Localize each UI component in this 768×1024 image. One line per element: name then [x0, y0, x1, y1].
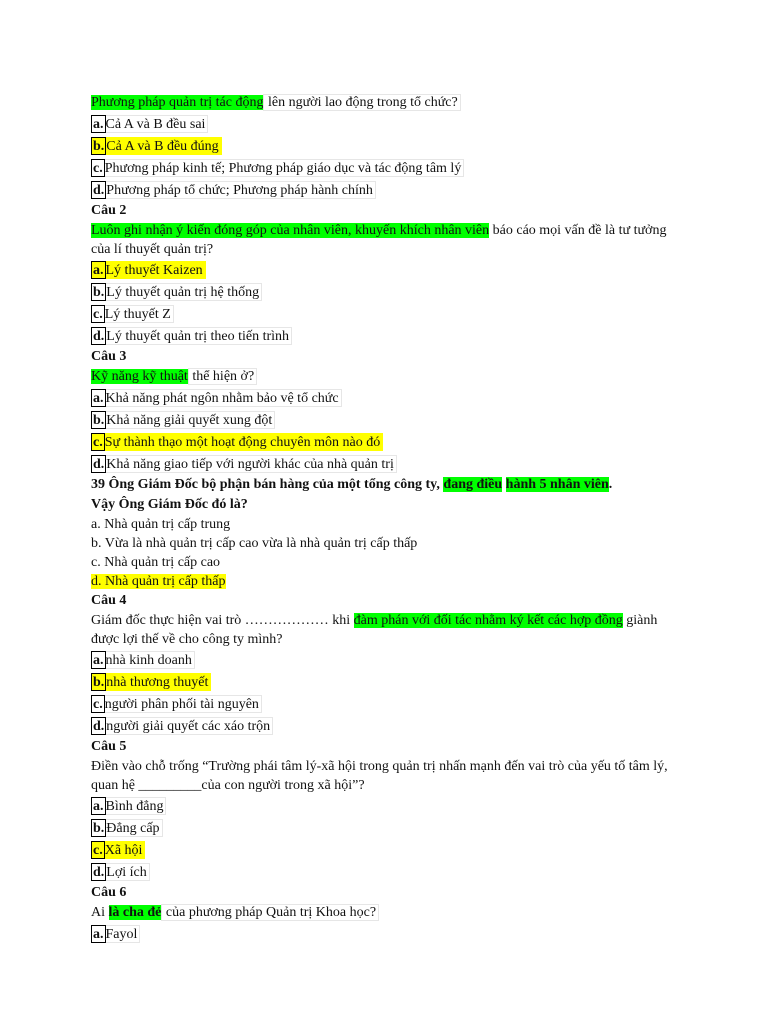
question-heading: Câu 5	[91, 739, 127, 754]
option-letter: d.	[93, 329, 105, 344]
document-page	[91, 93, 681, 945]
option-b[interactable]	[91, 409, 681, 431]
question-2-stem	[91, 221, 681, 259]
stem-highlight: là cha đẻ	[108, 905, 162, 920]
option-a[interactable]	[91, 649, 681, 671]
stem-text: 39 Ông Giám Đốc bộ phận bán hàng của một tổng công ty,	[91, 477, 444, 492]
question-heading: Câu 6	[91, 885, 127, 900]
option-text: Khả năng giải quyết xung đột	[106, 411, 275, 429]
option-text: Cả A và B đều sai	[106, 115, 209, 133]
option-text: người phân phối tài nguyên	[105, 695, 262, 713]
option-letter: b.	[93, 821, 105, 836]
option-a[interactable]	[91, 923, 681, 945]
option-b[interactable]	[91, 671, 681, 693]
option-a[interactable]	[91, 795, 681, 817]
stem-text: Ai	[91, 905, 109, 920]
option-letter: a.	[93, 799, 104, 814]
option-b[interactable]	[91, 281, 681, 303]
option-letter: b.	[93, 675, 105, 690]
stem-highlight: Kỹ năng kỹ thuật	[91, 369, 188, 384]
option-text: Cả A và B đều đúng	[106, 137, 221, 155]
option-letter: a.	[93, 927, 104, 942]
option-letter: a.	[93, 117, 104, 132]
option-b[interactable]	[91, 135, 681, 157]
option-text: Lợi ích	[106, 863, 149, 881]
option-a[interactable]	[91, 259, 681, 281]
option-c[interactable]	[91, 157, 681, 179]
option-letter: b.	[93, 139, 105, 154]
option-letter: c.	[93, 697, 103, 712]
option-d[interactable]	[91, 861, 681, 883]
option-text: Sự thành thạo một hoạt động chuyên môn nào đó	[105, 433, 384, 451]
option-c[interactable]	[91, 303, 681, 325]
stem-text: của phương pháp Quản trị Khoa học?	[161, 904, 379, 921]
option-d[interactable]	[91, 453, 681, 475]
option-text: nhà kinh doanh	[106, 651, 195, 669]
option-text: Lý thuyết Z	[105, 305, 174, 323]
option-text: nhà thương thuyết	[106, 673, 211, 691]
stem-highlight: Phương pháp quản trị tác động	[91, 95, 264, 110]
option-a[interactable]	[91, 113, 681, 135]
stem-text: lên người lao động trong tổ chức?	[263, 94, 460, 111]
option-letter: b.	[93, 413, 105, 428]
question-heading: Câu 4	[91, 593, 127, 608]
option-a[interactable]: a. Nhà quản trị cấp trung	[91, 517, 231, 532]
stem-highlight: Luôn ghi nhận ý kiến đóng góp của nhân viên, khuyến khích nhân viên	[91, 223, 490, 238]
question-heading: Câu 2	[91, 203, 127, 218]
question-3-stem	[91, 367, 681, 387]
option-letter: a.	[93, 263, 104, 278]
stem-text: .	[608, 477, 613, 492]
stem-highlight: đang điều	[443, 477, 503, 492]
option-c[interactable]	[91, 431, 681, 453]
option-text: Phương pháp kinh tế; Phương pháp giáo dục và tác động tâm lý	[105, 159, 465, 177]
option-text: Lý thuyết quản trị theo tiến trình	[106, 327, 292, 345]
option-text: Bình đẳng	[106, 797, 167, 815]
option-text: Đẳng cấp	[106, 819, 162, 837]
stem-text: Giám đốc thực hiện vai trò ……………… khi	[91, 613, 354, 628]
question-6-stem	[91, 903, 681, 923]
option-letter: d.	[93, 865, 105, 880]
option-text: Lý thuyết quản trị hệ thống	[106, 283, 262, 301]
question-heading: Câu 3	[91, 349, 127, 364]
option-text: Lý thuyết Kaizen	[106, 261, 206, 279]
option-d[interactable]	[91, 572, 681, 591]
option-d[interactable]	[91, 325, 681, 347]
question-39-stem	[91, 475, 681, 495]
option-c[interactable]	[91, 693, 681, 715]
option-text: Xã hội	[105, 841, 146, 859]
option-d[interactable]	[91, 715, 681, 737]
option-text: người giải quyết các xáo trộn	[106, 717, 273, 735]
option-letter: d.	[93, 719, 105, 734]
option-letter: c.	[93, 435, 103, 450]
stem-text: báo cáo mọi vấn đề là tư tưởng của lí thuyết quản trị?	[91, 223, 667, 257]
option-letter: d.	[93, 183, 105, 198]
option-a[interactable]	[91, 387, 681, 409]
option-letter: c.	[93, 843, 103, 858]
stem-highlight: hành 5 nhân viên	[505, 477, 609, 492]
option-letter: d.	[93, 457, 105, 472]
option-d[interactable]	[91, 179, 681, 201]
option-text: Phương pháp tổ chức; Phương pháp hành chính	[106, 181, 376, 199]
option-text: Fayol	[106, 925, 141, 943]
option-letter: c.	[93, 161, 103, 176]
option-text: d. Nhà quản trị cấp thấp	[91, 574, 226, 589]
stem-text: giành được lợi thế về cho công ty mình?	[91, 613, 658, 647]
question-5-stem: Điền vào chỗ trống “Trường phái tâm lý-xã hội trong quản trị nhấn mạnh đến vai trò của yếu tố tâm lý, quan hệ _________của con người trong xã hội”?	[91, 759, 668, 793]
option-c[interactable]	[91, 839, 681, 861]
option-letter: a.	[93, 391, 104, 406]
question-4-stem	[91, 611, 681, 649]
option-text: Khả năng giao tiếp với người khác của nhà quản trị	[106, 455, 397, 473]
stem-highlight: đàm phán với đối tác nhằm ký kết các hợp đồng	[353, 613, 623, 628]
option-letter: b.	[93, 285, 105, 300]
option-b[interactable]	[91, 817, 681, 839]
option-letter: a.	[93, 653, 104, 668]
option-letter: c.	[93, 307, 103, 322]
stem-text: thể hiện ở?	[188, 368, 257, 385]
option-text: Khả năng phát ngôn nhằm bảo vệ tổ chức	[106, 389, 342, 407]
question-1-stem	[91, 93, 681, 113]
question-39-stem-cont: Vậy Ông Giám Đốc đó là?	[91, 497, 248, 512]
option-b[interactable]: b. Vừa là nhà quản trị cấp cao vừa là nhà quản trị cấp thấp	[91, 536, 418, 551]
option-c[interactable]: c. Nhà quản trị cấp cao	[91, 555, 221, 570]
